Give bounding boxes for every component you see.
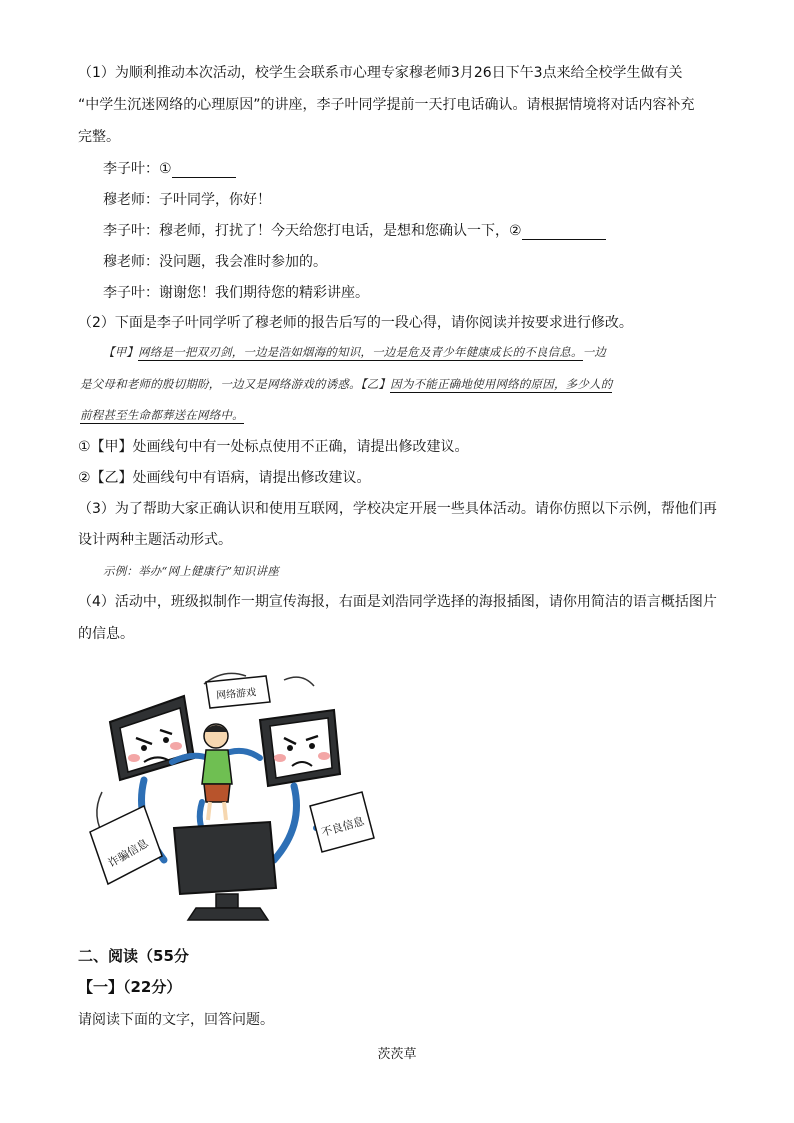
underlined-sentence-yi-end: 前程甚至生命都葬送在网络中。 bbox=[80, 408, 244, 422]
passage-tag-jia: 【甲】 bbox=[103, 345, 139, 359]
right-monitor bbox=[260, 710, 340, 786]
answer-blank-1[interactable] bbox=[172, 163, 236, 178]
left-monitor bbox=[110, 696, 194, 780]
dialogue-line-4: 穆老师：没问题，我会准时参加的。 bbox=[103, 254, 327, 270]
passage-text: 是父母和老师的殷切期盼，一边又是网络游戏的诱惑。【乙】 bbox=[80, 377, 391, 391]
q3-line-1: （3）为了帮助大家正确认识和使用互联网，学校决定开展一些具体活动。请你仿照以下示例，帮他们再 bbox=[78, 501, 717, 517]
q2-requirement-2: ②【乙】处画线句中有语病，请提出修改建议。 bbox=[78, 470, 371, 486]
sign-online-games bbox=[206, 676, 270, 708]
reading-instruction: 请阅读下面的文字，回答问题。 bbox=[78, 1012, 274, 1028]
dialogue-line-2: 穆老师：子叶同学，你好！ bbox=[103, 192, 271, 208]
q1-line-2: “中学生沉迷网络的心理原因”的讲座，李子叶同学提前一天打电话确认。请根据情境将对话内容补充 bbox=[78, 97, 695, 113]
bottom-monitor bbox=[174, 822, 276, 920]
passage-line-1 bbox=[103, 344, 606, 360]
passage-text: 一边 bbox=[582, 345, 607, 359]
dialogue-text: 李子叶：① bbox=[103, 161, 172, 177]
underlined-sentence-jia: 网络是一把双刃剑，一边是浩如烟海的知识，一边是危及青少年健康成长的不良信息。 bbox=[138, 345, 583, 359]
article-title: 茨茨草 bbox=[377, 1047, 417, 1062]
dialogue-text: 李子叶：穆老师，打扰了！今天给您打电话，是想和您确认一下，② bbox=[103, 223, 522, 239]
dialogue-line-5: 李子叶：谢谢您！我们期待您的精彩讲座。 bbox=[103, 285, 369, 301]
section-heading: 二、阅读（55分 bbox=[78, 947, 189, 965]
q1-line-1: （1）为顺利推动本次活动，校学生会联系市心理专家穆老师3月26日下午3点来给全校学生做有关 bbox=[78, 65, 683, 81]
dialogue-line-1 bbox=[103, 160, 236, 178]
svg-text:不良信息: 不良信息 bbox=[319, 814, 366, 840]
q3-example: 示例：举办“网上健康行”知识讲座 bbox=[103, 564, 279, 578]
sign-bad-info bbox=[310, 792, 374, 852]
svg-text:网络游戏: 网络游戏 bbox=[215, 687, 257, 702]
q4-line-1: （4）活动中，班级拟制作一期宣传海报，右面是刘浩同学选择的海报插图，请你用简洁的语言概括图片 bbox=[78, 594, 717, 610]
q2-requirement-1: ①【甲】处画线句中有一处标点使用不正确，请提出修改建议。 bbox=[78, 439, 469, 455]
answer-blank-2[interactable] bbox=[522, 225, 606, 240]
child-figure bbox=[202, 724, 232, 820]
q4-line-2: 的信息。 bbox=[78, 626, 134, 642]
q2-intro: （2）下面是李子叶同学听了穆老师的报告后写的一段心得，请你阅读并按要求进行修改。 bbox=[78, 315, 633, 331]
q3-line-2: 设计两种主题活动形式。 bbox=[78, 532, 232, 548]
q1-line-3: 完整。 bbox=[78, 129, 120, 145]
sign-fraud-info bbox=[90, 806, 162, 884]
subsection-heading: 【一】（22分） bbox=[78, 978, 182, 996]
passage-line-2 bbox=[80, 376, 612, 392]
dialogue-line-3 bbox=[103, 222, 606, 240]
underlined-sentence-yi: 因为不能正确地使用网络的原因，多少人的 bbox=[390, 377, 613, 391]
poster-illustration bbox=[84, 662, 384, 924]
passage-line-3 bbox=[80, 407, 244, 423]
svg-text:诈骗信息: 诈骗信息 bbox=[105, 836, 151, 870]
